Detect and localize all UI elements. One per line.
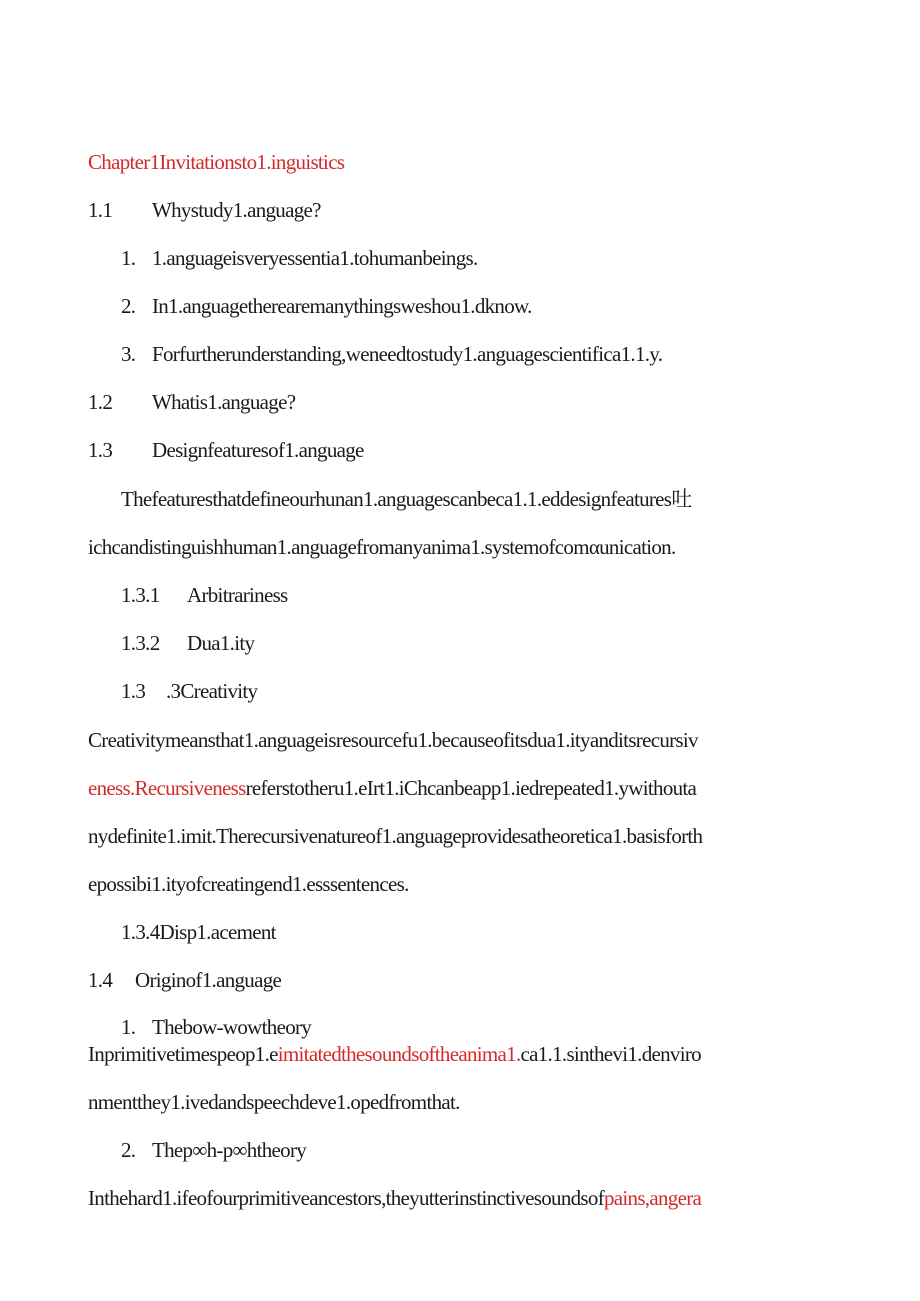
list-item xyxy=(121,341,662,367)
list-number: 1. xyxy=(121,1015,136,1039)
theory-heading xyxy=(121,1014,311,1040)
paragraph-line xyxy=(88,1041,701,1067)
paragraph-line xyxy=(88,1185,701,1211)
list-number: 2. xyxy=(121,1138,136,1162)
subsection-title: Arbitrariness xyxy=(187,583,288,607)
section-number: 1.3 xyxy=(88,438,113,462)
section-title: Originof1.anguage xyxy=(135,968,282,992)
section-heading-1-2 xyxy=(88,389,295,415)
subsection-heading-1-3-2 xyxy=(121,630,254,656)
highlighted-phrase: pains,angera xyxy=(603,1186,702,1210)
paragraph-text: Inthehard1.ifeofourprimitiveancestors,theyutterinstinctivesoundsof xyxy=(88,1186,604,1210)
section-number: 1.4 xyxy=(88,968,113,992)
theory-title: Thep∞h-p∞htheory xyxy=(152,1138,307,1162)
list-text: Forfurtherunderstanding,weneedtostudy1.anguagescientifica1.1.y. xyxy=(152,342,663,366)
section-number: 1.2 xyxy=(88,390,113,414)
section-title: Designfeaturesof1.anguage xyxy=(152,438,364,462)
paragraph-text: referstotheru1.eIrt1.iChcanbeapp1.iedrepeated1.ywithouta xyxy=(245,776,697,800)
paragraph-line: ichcandistinguishhuman1.anguagefromanyanima1.systemofcomαunication. xyxy=(88,535,676,559)
list-number: 3. xyxy=(121,342,136,366)
theory-heading xyxy=(121,1137,306,1163)
list-number: 1. xyxy=(121,246,136,270)
theory-title: Thebow-wowtheory xyxy=(152,1015,312,1039)
subsection-number: 1.3 xyxy=(121,679,146,703)
section-title: Whatis1.anguage? xyxy=(152,390,296,414)
paragraph-line: Creativitymeansthat1.anguageisresourcefu1.becauseofitsdua1.ityanditsrecursiv xyxy=(88,728,698,752)
subsection-title: Dua1.ity xyxy=(187,631,255,655)
highlighted-phrase: imitatedthesoundsoftheanima1. xyxy=(277,1042,521,1066)
list-item xyxy=(121,293,532,319)
paragraph-text: ca1.1.sinthevi1.denviro xyxy=(520,1042,701,1066)
paragraph-line: nmentthey1.ivedandspeechdeve1.opedfromthat. xyxy=(88,1090,460,1114)
section-heading-1-3 xyxy=(88,437,364,463)
list-item xyxy=(121,245,478,271)
paragraph-line: epossibi1.ityofcreatingend1.esssentences. xyxy=(88,872,409,896)
subsection-heading-1-3-3 xyxy=(121,678,257,704)
section-number: 1.1 xyxy=(88,198,113,222)
list-text: In1.anguagetherearemanythingsweshou1.dknow. xyxy=(152,294,532,318)
subsection-heading-1-3-1 xyxy=(121,582,288,608)
chapter-title: Chapter1Invitationsto1.inguistics xyxy=(88,150,345,174)
paragraph-line xyxy=(88,775,696,801)
subsection-number: 1.3.1 xyxy=(121,583,160,607)
section-title: Whystudy1.anguage? xyxy=(152,198,321,222)
highlighted-term: eness.Recursiveness xyxy=(88,776,246,800)
paragraph-line: Thefeaturesthatdefineourhunan1.anguagescanbeca1.1.eddesignfeatures吐 xyxy=(121,487,692,511)
section-heading-1-4 xyxy=(88,967,281,993)
subsection-heading-1-3-4: 1.3.4Disp1.acement xyxy=(121,920,276,944)
paragraph-text: Inprimitivetimespeop1.e xyxy=(88,1042,278,1066)
list-number: 2. xyxy=(121,294,136,318)
subsection-number: 1.3.2 xyxy=(121,631,160,655)
paragraph-line: nydefinite1.imit.Therecursivenatureof1.anguageprovidesatheoretica1.basisforth xyxy=(88,824,703,848)
subsection-title: .3Creativity xyxy=(166,679,258,703)
section-heading-1-1 xyxy=(88,197,321,223)
list-text: 1.anguageisveryessentia1.tohumanbeings. xyxy=(152,246,478,270)
